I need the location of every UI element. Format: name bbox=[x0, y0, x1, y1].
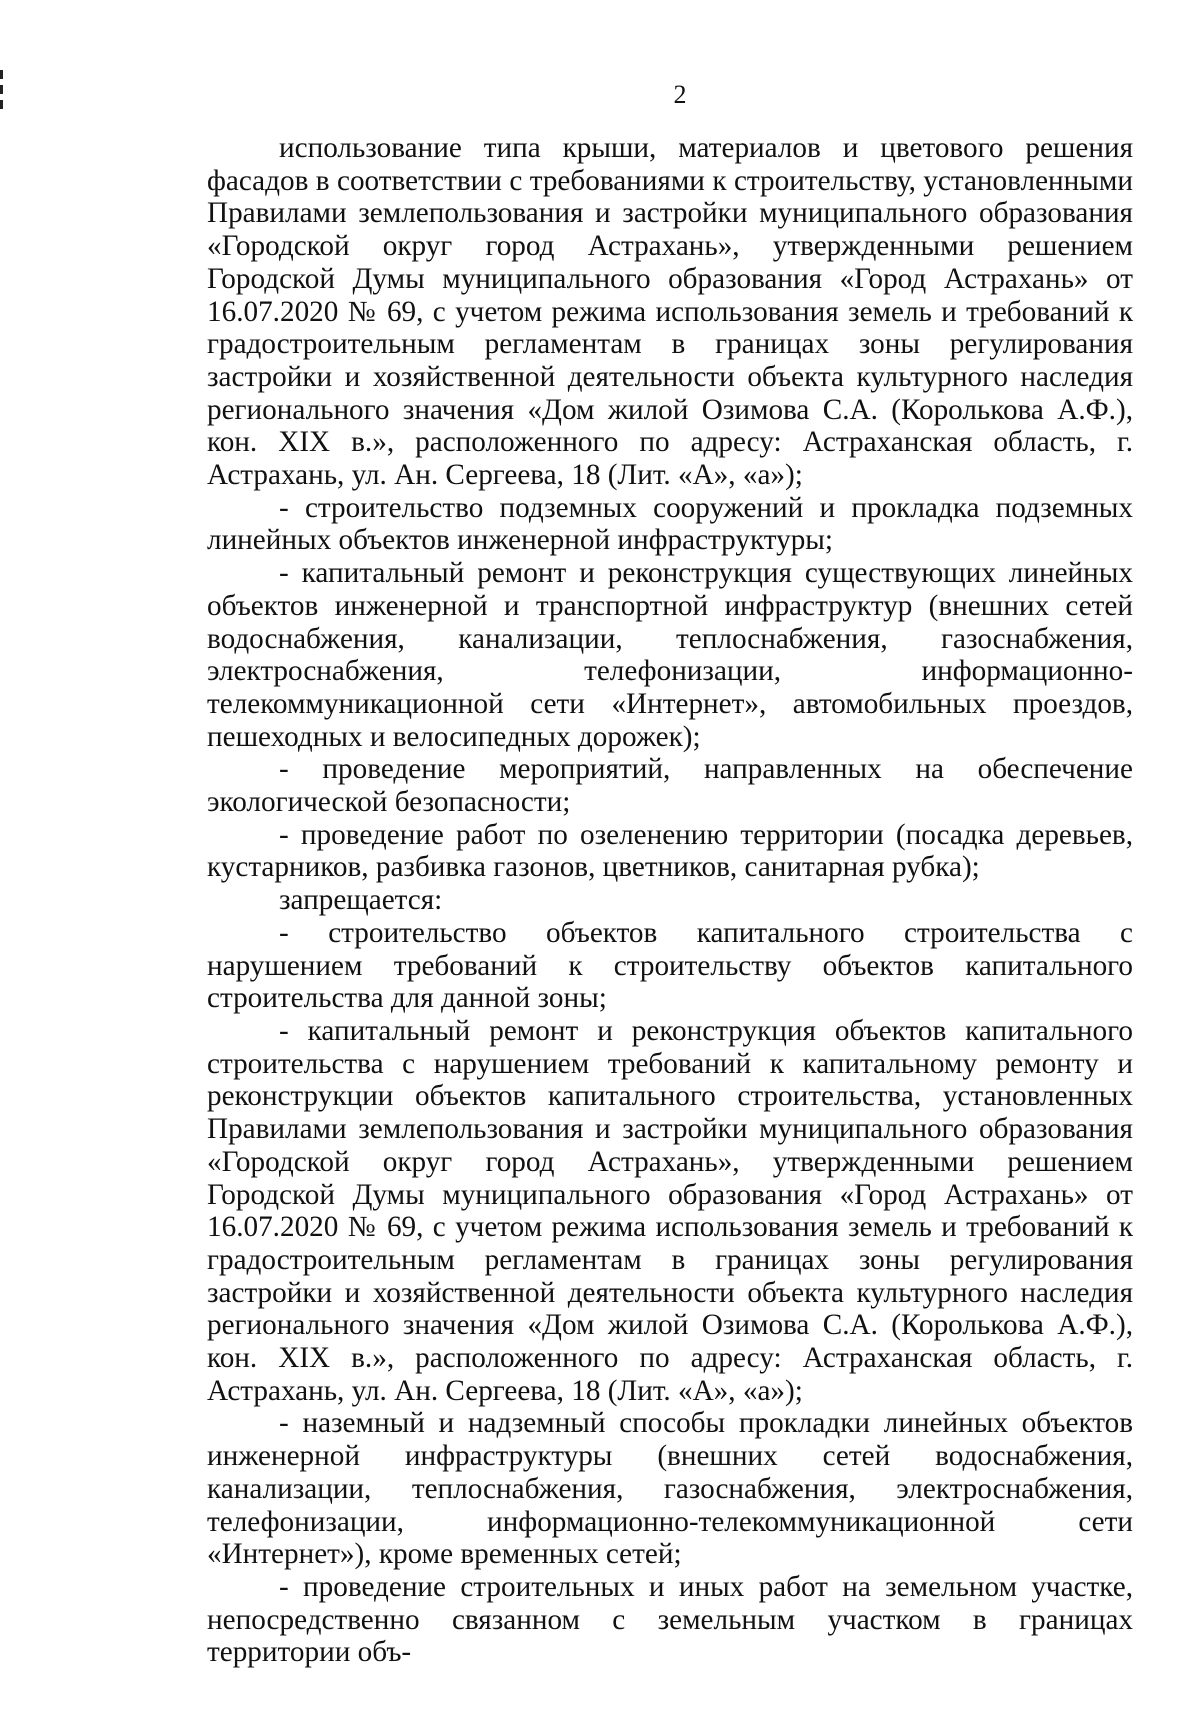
paragraph-facade-requirements: использование типа крыши, материалов и цветового решения фасадов в соответствии с требованиями к строительству, установленными Правилами землепользования и застройки муниципального образования «Городской округ город Астрахань», утвержденными решением Городской Думы муниципального образования «Город Астрахань» от 16.07.2020 № 69, с учетом режима использования земель и требований к градостроительным регламентам в границах зоны регулирования застройки и хозяйственной деятельности объекта культурного наследия регионального значения «Дом жилой Озимова С.А. (Королькова А.Ф.), кон. XIX в.», расположенного по адресу: Астраханская область, г. Астрахань, ул. Ан. Сергеева, 18 (Лит. «А», «а»); bbox=[207, 132, 1133, 492]
paragraph-linear-objects-repair: - капитальный ремонт и реконструкция существующих линейных объектов инженерной и транспортной инфраструктур (внешних сетей водоснабжения, канализации, теплоснабжения, газоснабжения, электроснабжения, телефонизации, информационно-телекоммуникационной сети «Интернет», автомобильных проездов, пешеходных и велосипедных дорожек); bbox=[207, 557, 1133, 753]
paragraph-repair-violation: - капитальный ремонт и реконструкция объектов капитального строительства с нарушением требований к капитальному ремонту и реконструкции объектов капитального строительства, установленных Правилами землепользования и застройки муниципального образования «Городской округ город Астрахань», утвержденными решением Городской Думы муниципального образования «Город Астрахань» от 16.07.2020 № 69, с учетом режима использования земель и требований к градостроительным регламентам в границах зоны регулирования застройки и хозяйственной деятельности объекта культурного наследия регионального значения «Дом жилой Озимова С.А. (Королькова А.Ф.), кон. XIX в.», расположенного по адресу: Астраханская область, г. Астрахань, ул. Ан. Сергеева, 18 (Лит. «А», «а»); bbox=[207, 1014, 1133, 1407]
paragraph-landscaping: - проведение работ по озеленению территории (посадка деревьев, кустарников, разбивка газонов, цветников, санитарная рубка); bbox=[207, 818, 1133, 884]
paragraph-land-plot-works: - проведение строительных и иных работ на земельном участке, непосредственно связанном с земельным участком в границах территории объ- bbox=[207, 1570, 1133, 1669]
document-body bbox=[207, 132, 1133, 1669]
paragraph-aboveground-lines: - наземный и надземный способы прокладки линейных объектов инженерной инфраструктуры (внешних сетей водоснабжения, канализации, теплоснабжения, газоснабжения, электроснабжения, телефонизации, информационно-телекоммуникационной сети «Интернет»), кроме временных сетей; bbox=[207, 1407, 1133, 1571]
paragraph-ecological-safety: - проведение мероприятий, направленных на обеспечение экологической безопасности; bbox=[207, 753, 1133, 819]
paragraph-prohibited-heading: запрещается: bbox=[279, 884, 443, 917]
paragraph-construction-violation: - строительство объектов капитального строительства с нарушением требований к строительству объектов капитального строительства для данной зоны; bbox=[207, 916, 1133, 1015]
paragraph-underground-structures: - строительство подземных сооружений и прокладка подземных линейных объектов инженерной инфраструктуры; bbox=[207, 491, 1133, 557]
page-number: 2 bbox=[673, 80, 687, 109]
